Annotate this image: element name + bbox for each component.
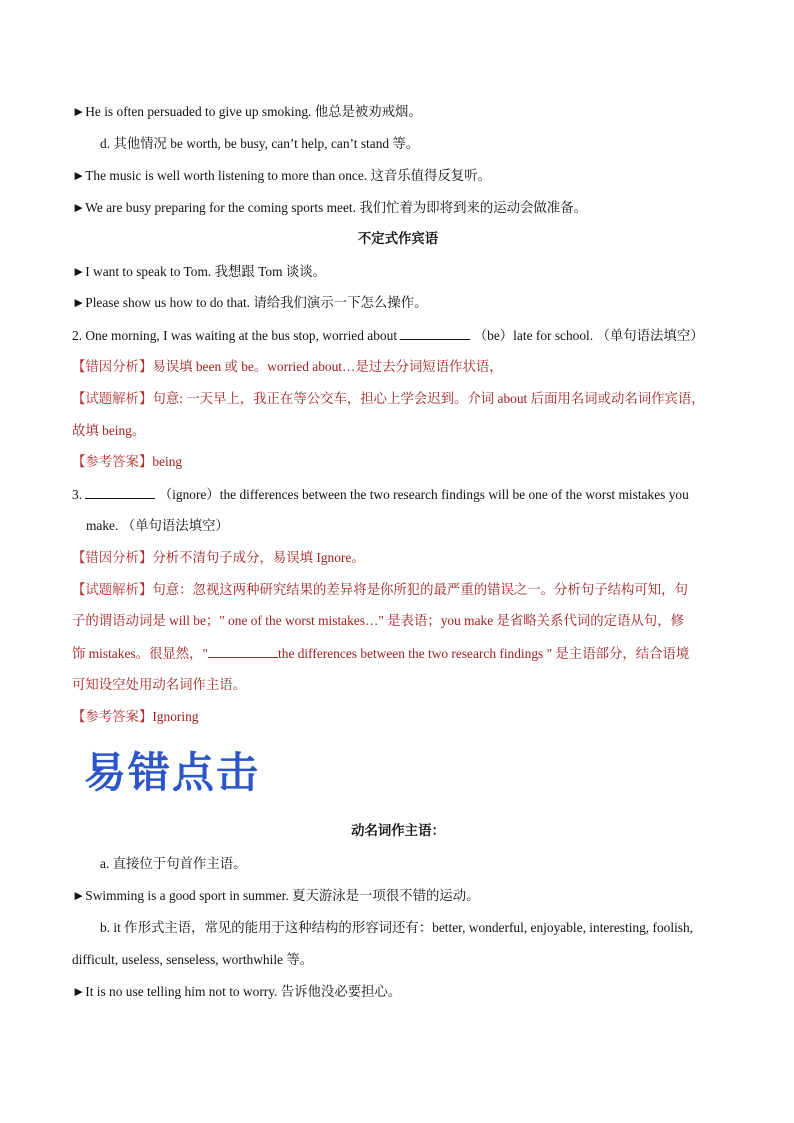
q3-answer [72,707,724,727]
answer-text: Ignoring [152,709,199,724]
rule-item-b-cont: difficult, useless, senseless, worthwhile 等。 [72,952,314,967]
q2-error-cause [72,357,724,377]
example-sentence: ►Swimming is a good sport in summer. 夏天游泳是一项很不错的运动。 [72,888,480,903]
section-banner-title: 易错点击 [84,748,261,797]
q3-analysis-cont: 子的谓语动词是 will be；" one of the worst mistakes…" 是表语；you make 是省略关系代词的定语从句，修 [72,613,684,628]
q3-analysis [72,580,724,600]
analysis-text: 饰 mistakes。很显然，" [72,646,209,661]
question-3-stem: （ignore）the differences between the two research findings will be one of the worst mistakes you [158,487,689,502]
answer-blank [208,643,278,658]
example-sentence: ►I want to speak to Tom. 我想跟 Tom 谈谈。 [72,264,327,279]
answer-blank[interactable] [400,325,470,340]
analysis-text: 句意：忽视这两种研究结果的差异将是你所犯的最严重的错误之一。分析句子结构可知，句 [152,582,688,597]
example-sentence: ►The music is well worth listening to more than once. 这音乐值得反复听。 [72,168,492,183]
q3-analysis-cont [72,643,724,664]
error-cause-tag: 【错因分析】 [72,550,153,565]
analysis-tag: 【试题解析】 [72,582,153,597]
question-3-stem-cont: make. （单句语法填空） [86,518,229,533]
example-sentence: ►Please show us how to do that. 请给我们演示一下怎么操作。 [72,295,428,310]
q2-analysis-cont: 故填 being。 [72,423,146,438]
answer-tag: 【参考答案】 [72,709,153,724]
q3-analysis-cont: 可知设空处用动名词作主语。 [72,677,247,692]
error-cause-text: 分析不清句子成分，易误填 Ignore。 [152,550,365,565]
q2-answer [72,452,724,472]
analysis-tag: 【试题解析】 [72,391,153,406]
question-3-number: 3. [72,487,83,502]
analysis-text: the differences between the two research findings " 是主语部分，结合语境 [278,646,690,661]
rule-item-b: b. it 作形式主语，常见的能用于这种结构的形容词还有：better, wonderful, enjoyable, interesting, foolish, [100,920,694,935]
q3-error-cause [72,548,724,568]
question-2-stem-end: （be）late for school. （单句语法填空） [473,328,704,343]
question-3 [72,484,724,505]
answer-tag: 【参考答案】 [72,454,153,469]
answer-blank[interactable] [85,484,155,499]
example-sentence: ►He is often persuaded to give up smoking. 他总是被劝戒烟。 [72,104,422,119]
question-2-stem: 2. One morning, I was waiting at the bus stop, worried about [72,328,398,343]
example-sentence: ►We are busy preparing for the coming sports meet. 我们忙着为即将到来的运动会做准备。 [72,200,587,215]
analysis-text: 句意: 一天早上，我正在等公交车，担心上学会迟到。介词 about 后面用名词或动名词作宾语， [152,391,705,406]
example-sentence: ►It is no use telling him not to worry. 告诉他没必要担心。 [72,984,402,999]
error-cause-text: 易误填 been 或 be。worried about…是过去分词短语作状语， [152,359,503,374]
rule-item-d: d. 其他情况 be worth, be busy, can’t help, can’t stand 等。 [100,136,420,151]
error-cause-tag: 【错因分析】 [72,359,153,374]
question-2 [72,325,724,346]
section-heading-gerund-subject: 动名词作主语： [351,824,445,839]
section-heading-infinitive-object: 不定式作宾语 [357,232,439,247]
answer-text: being [152,454,183,469]
rule-item-a: a. 直接位于句首作主语。 [100,856,247,871]
q2-analysis [72,389,724,409]
